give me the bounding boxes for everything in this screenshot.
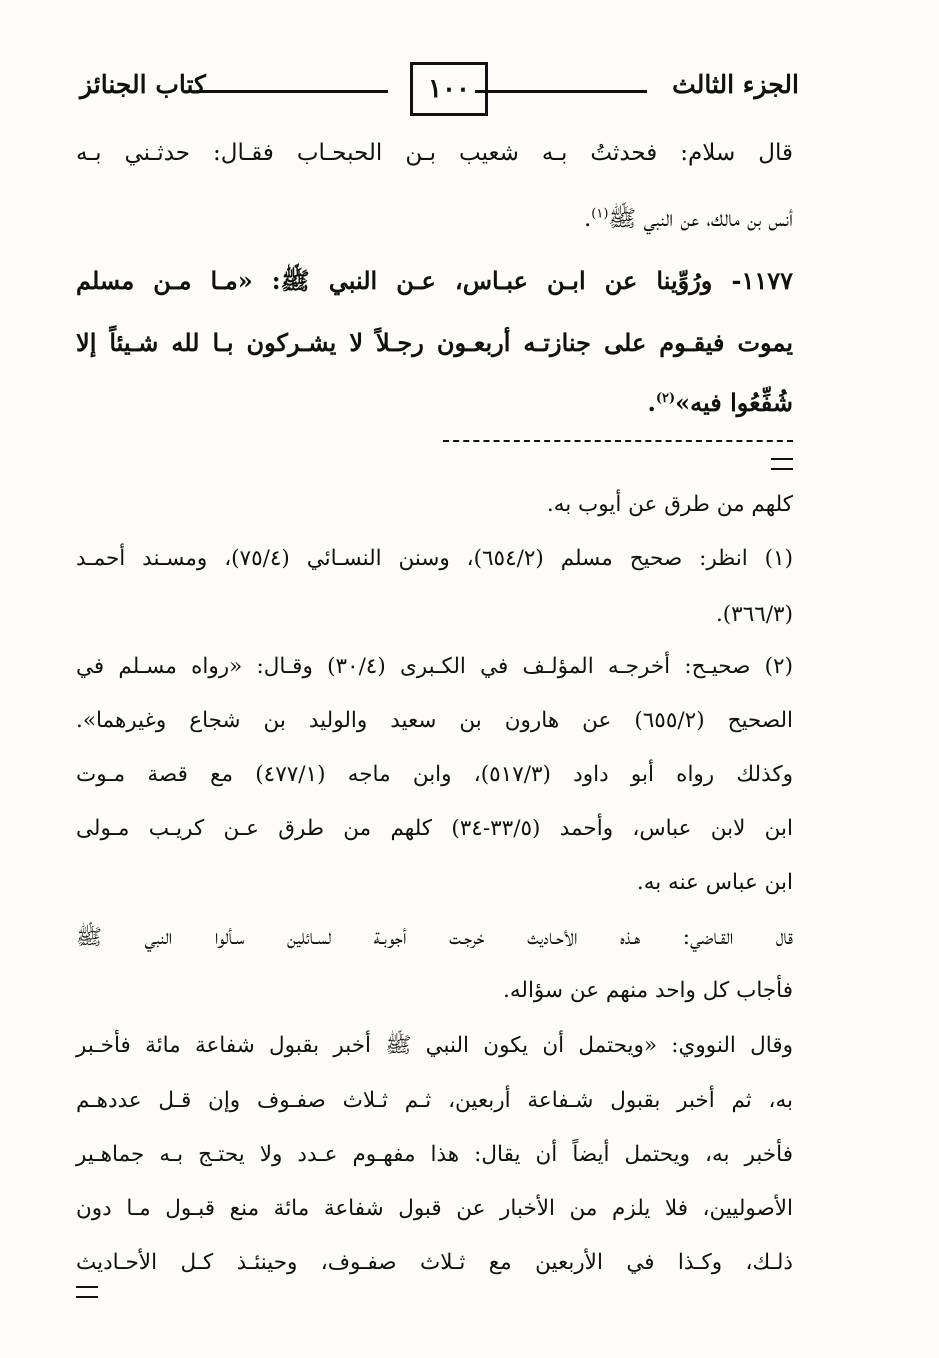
part-title: الجزء الثالث: [672, 70, 799, 99]
footnote-line: فأخبر به، ويحتمل أيضاً أن يقال: هذا مفهـوم عـدد ولا يحتـج بـه جماهـير: [76, 1142, 793, 1167]
main-line-1: قال سلام: فحدثتُ بـه شعيب بـن الحبحـاب فقـال: حدثـني بـه: [76, 140, 793, 166]
footnote-line: ابن عباس عنه به.: [636, 870, 793, 895]
header-rule-left: [196, 90, 388, 93]
footnote-line: فأجاب كل واحد منهم عن سؤاله.: [503, 978, 793, 1003]
header-rule-right: [475, 90, 647, 93]
footnote-line: كلهم من طرق عن أيوب به.: [546, 492, 793, 517]
main-line-5: شُفِّعُوا فيه»$^{(٢)}$.: [647, 388, 793, 417]
footnote-ref-2: (٢): [655, 391, 676, 406]
footnote-line: الأصوليين، فلا يلزم من الأخبار عن قبول شفاعة مائة منع قبـول مـا دون: [76, 1196, 793, 1221]
footnote-line: الصحيح (٦٥٥/٢) عن هارون بن سعيد والوليد بن شجاع وغيرهما».: [76, 708, 793, 733]
footnote-line: ذلـك، وكـذا في الأربعين مع ثـلاث صفـوف، وحينئـذ كـل الأحـاديث: [76, 1250, 793, 1275]
footnote-line: (٣٦٦/٣).: [715, 602, 793, 627]
footnote-line: وكذلك رواه أبو داود (٥١٧/٣)، وابن ماجه (٤٧٧/١) مع قصة مـوت: [76, 762, 793, 787]
page-number: ١٠٠: [410, 62, 488, 116]
continuation-mark-top: [771, 458, 793, 470]
footnote-ref-1: (١): [591, 206, 609, 222]
footnote-line: به، ثم أخبر بقبول شـفاعة أربعين، ثـم ثـلاث صفـوف وإن قـل عددهـم: [76, 1088, 793, 1113]
running-header: [80, 62, 799, 118]
footnote-separator: [443, 440, 793, 442]
footnote-line: قال القـاضي: هـذه الأحـاديث خرجـت أجوبـة لسـائلين سـألوا النبي ﷺ: [76, 925, 793, 950]
footnote-line: (٢) صحيـح: أخرجـه المؤلـف في الكـبرى (٣٠/٤) وقـال: «رواه مسـلم في: [76, 654, 793, 679]
main-line-3: ١١٧٧- ورُوِّينا عن ابـن عبـاس، عـن النبي ﷺ: «مـا مـن مسلم: [76, 266, 793, 295]
main-line-2: أنس بن مالك، عن النبي ﷺ$^{(١)}$.: [583, 206, 793, 232]
footnote-line: وقال النووي: «ويحتمل أن يكون النبي ﷺ أخبر بقبول شفاعة مائة فأخـبر: [76, 1033, 794, 1058]
footnote-line: ابن لابن عباس، وأحمد (٣٣/٥-٣٤) كلهم من طرق عـن كريـب مـولى: [76, 816, 793, 841]
book-title: كتاب الجنائز: [80, 70, 206, 99]
continuation-mark-bottom: [76, 1286, 98, 1298]
footnote-line: (١) انظر: صحيح مسلم (٦٥٤/٢)، وسنن النسـائي (٧٥/٤)، ومسـند أحمـد: [76, 546, 793, 571]
main-line-4: يموت فيقـوم على جنازتـه أربعـون رجـلاً لا يشـركون بـا لله شـيئاً إلا: [76, 328, 793, 357]
